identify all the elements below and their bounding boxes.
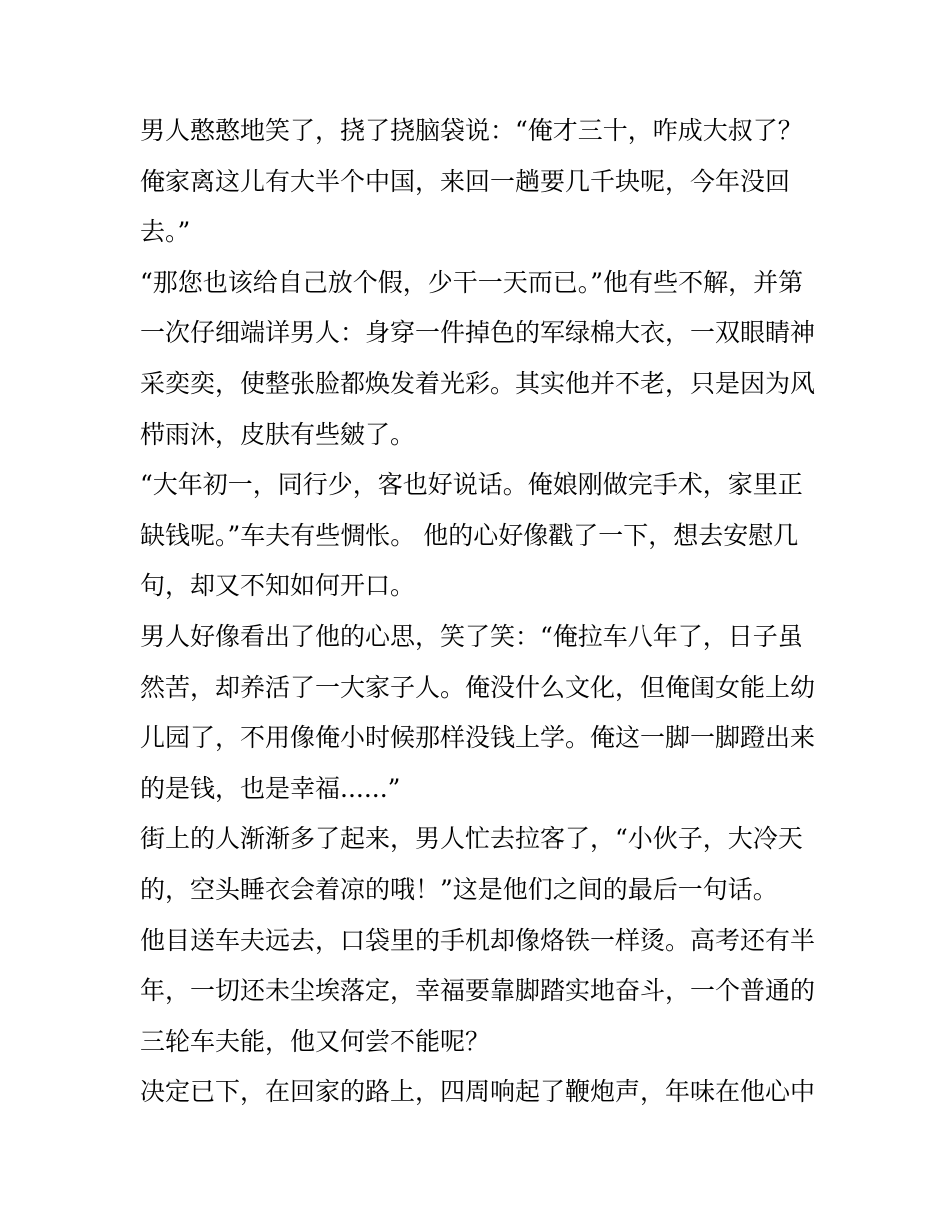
paragraph-5: 街上的人渐渐多了起来，男人忙去拉客了，“小伙子，大冷天的，空头睡衣会着凉的哦！”这是他们之间的最后一句话。 <box>140 824 803 904</box>
paragraph-4: 男人好像看出了他的心思，笑了笑：“俺拉车八年了，日子虽然苦，却养活了一大家子人。俺没什么文化，但俺闺女能上幼儿园了，不用像俺小时候那样没钱上学。俺这一脚一脚蹬出来的是钱，也是幸福......” <box>140 621 816 803</box>
paragraph-2: “那您也该给自己放个假，少干一天而已。”他有些不解，并第一次仔细端详男人：身穿一件掉色的军绿棉大衣，一双眼睛神采奕奕，使整张脸都焕发着光彩。其实他并不老，只是因为风栉雨沐，皮肤有些皴了。 <box>140 267 816 449</box>
paragraph-3: “大年初一，同行少，客也好说话。俺娘刚做完手术，家里正缺钱呢。”车夫有些惆怅。 他的心好像戳了一下，想去安慰几句，却又不知如何开口。 <box>140 470 803 601</box>
paragraph-7: 决定已下，在回家的路上，四周响起了鞭炮声，年味在他心中 <box>140 1077 816 1107</box>
story-text <box>140 106 820 1118</box>
paragraph-6: 他目送车夫远去，口袋里的手机却像烙铁一样烫。高考还有半年，一切还未尘埃落定，幸福要靠脚踏实地奋斗，一个普通的三轮车夫能，他又何尝不能呢？ <box>140 925 816 1056</box>
paragraph-1: 男人憨憨地笑了，挠了挠脑袋说：“俺才三十，咋成大叔了？俺家离这儿有大半个中国，来回一趟要几千块呢，今年没回去。” <box>140 116 803 247</box>
